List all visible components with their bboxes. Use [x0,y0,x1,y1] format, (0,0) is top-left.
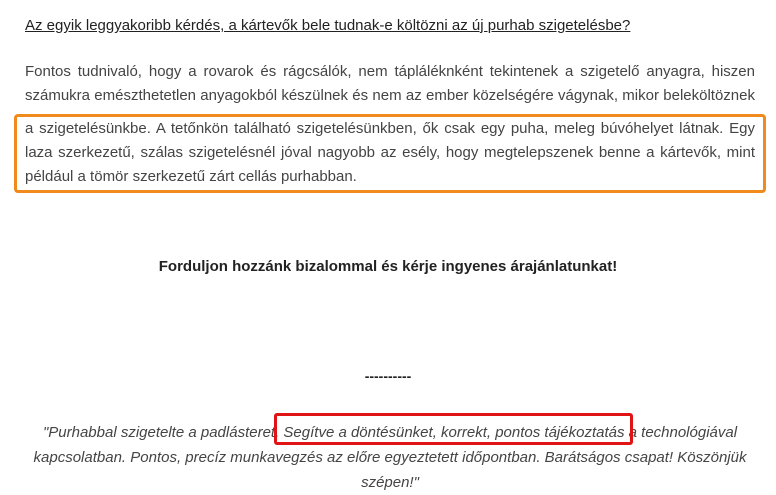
testimonial-text-before: "Purhabbal szigetelte a padlásteret. [42,424,280,441]
paragraph-line: a szigetelésünkbe. A tetőnkön található szigetelésünkben, ők csak egy puha, meleg búvóhelyet látnak. Egy [25,120,755,137]
paragraph-line: számukra emészthetetlen anyagokból készülnek és nem az ember közelségére vágynak, mikor beleköltöznek [25,87,755,104]
intro-paragraph [25,60,755,108]
paragraph-line: Fontos tudnivaló, hogy a rovarok és rágcsálók, nem tápláléknként tekintenek a szigetelő anyagra, hiszen [25,63,755,80]
faq-question-link[interactable]: Az egyik leggyakoribb kérdés, a kártevők bele tudnak-e költözni az új purhab szigetelésbe? [25,17,631,34]
testimonial-highlight-text: Segítve a döntésünket, korrekt, pontos tájékoztatás [283,424,625,441]
highlighted-paragraph [25,117,755,189]
paragraph-line: laza szerkezetű, szálas szigetelésnél jóval nagyobb az esély, hogy megtelepszenek benne a kártevők, mint [25,144,755,161]
testimonial-line-1 [25,420,755,445]
testimonial-line-2: kapcsolatban. Pontos, precíz munkavegzés az előre egyeztetett időpontban. Barátságos csapat! Köszönjük [33,449,747,466]
testimonial-quote [25,420,755,495]
call-to-action-text: Forduljon hozzánk bizalommal és kérje ingyenes árajánlatunkat! [158,258,618,275]
dash-divider: ---------- [364,368,412,384]
testimonial-text-after: a technológiával [628,424,738,441]
testimonial-line-3: szépen!" [361,474,419,491]
paragraph-line: például a tömör szerkezetű zárt cellás purhabban. [25,168,357,185]
